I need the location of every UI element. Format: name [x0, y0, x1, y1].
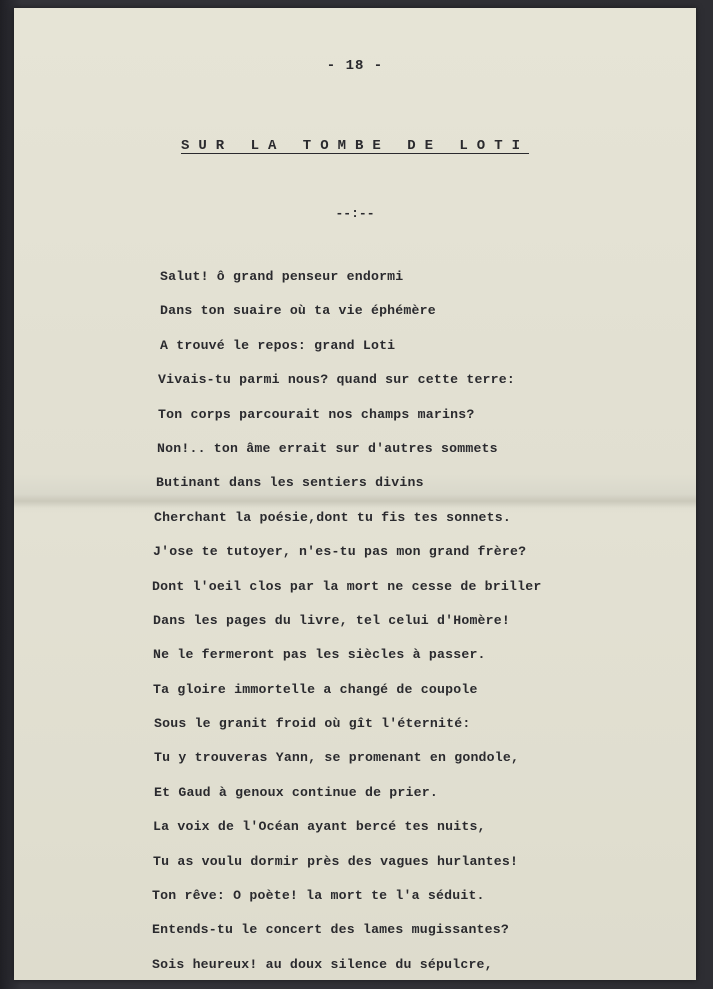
poem-line: Ta gloire immortelle a changé de coupole	[153, 681, 478, 697]
poem-line: A trouvé le repos: grand Loti	[160, 337, 396, 353]
poem-line: Sois heureux! au doux silence du sépulcre,	[152, 956, 493, 972]
poem-line: Non!.. ton âme errait sur d'autres sommets	[157, 440, 498, 456]
poem-line: Cherchant la poésie,dont tu fis tes sonnets.	[154, 509, 512, 525]
poem-line: Salut! ô grand penseur endormi	[160, 269, 404, 284]
poem-body	[152, 266, 686, 988]
poem-line: Dans les pages du livre, tel celui d'Homère!	[153, 612, 511, 628]
poem-title: SUR LA TOMBE DE LOTI	[180, 138, 530, 154]
poem-line: Dans ton suaire où ta vie éphémère	[160, 303, 436, 319]
poem-line: Et Gaud à genoux continue de prier.	[154, 784, 438, 800]
page-number: - 18 -	[326, 58, 384, 74]
poem-line: La voix de l'Océan ayant bercé tes nuits,	[153, 819, 486, 835]
poem-line: Vivais-tu parmi nous? quand sur cette terre:	[158, 372, 516, 388]
poem-line: Ton corps parcourait nos champs marins?	[158, 406, 475, 422]
poem-line: Butinant dans les sentiers divins	[156, 475, 424, 491]
poem-line: Dont l'oeil clos par la mort ne cesse de briller	[152, 578, 542, 594]
poem-line: Entends-tu le concert des lames mugissantes?	[152, 922, 510, 938]
poem-line: Tu y trouveras Yann, se promenant en gondole,	[154, 750, 520, 766]
poem-line: Ne le fermeront pas les siècles à passer.	[153, 647, 486, 663]
title-separator: --:--	[335, 206, 375, 221]
typewritten-page	[14, 8, 696, 980]
poem-line: Tu as voulu dormir près des vagues hurlantes!	[153, 853, 519, 869]
poem-line: Ton rêve: O poète! la mort te l'a séduit.	[152, 888, 485, 904]
poem-line: Sous le granit froid où gît l'éternité:	[154, 716, 471, 732]
poem-line: J'ose te tutoyer, n'es-tu pas mon grand frère?	[153, 544, 527, 560]
